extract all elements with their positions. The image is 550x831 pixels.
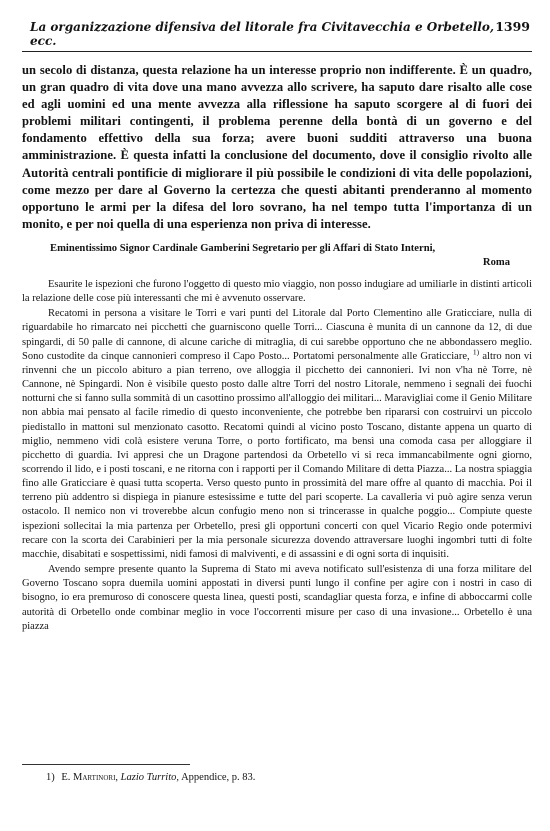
document-text: Recatomi in persona a visitare le Torri e vari punti del Litorale dal Porto Clementino alle Graticciare, nulla di riguardabile ho rimarcato nei picchetti che guarniscono quelle Torri... Ciascuna è munita di un cannone da 12, di due spingardi, di 50 palle di cannone, di alcune cariche di mitraglia, di cui sarebbe opportuno che ne abbondassero meglio. Sono custodite da cinque cannonieri compreso il Capo Posto... Portatomi personalmente alle Graticciare, [22,308,532,362]
footnote-rest: Appendice, p. 83. [181,772,256,783]
running-title: La organizzazione difensiva del litorale fra Civitavecchia e Orbetello, ecc. [30,20,495,48]
quoted-document [22,278,532,634]
address-place: Roma [482,256,510,268]
footnote-divider [22,764,190,765]
footnote-author: E. Martinori, [61,772,119,783]
footnote-label: 1) [46,772,55,783]
footnote [46,771,255,785]
letter-address [22,242,532,270]
document-paragraph: Avendo sempre presente quanto la Suprema di Stato mi aveva notificato sull'esistenza di una forza militare del Governo Toscano sopra duemila uomini appostati in diversi punti lungo il confine per agire con i nostri in caso di bisogno, io era premuroso di conoscere questa linea, questi posti, scandagliar questa forza, e infine di abboccarmi colle autorità di Orbetello onde combinar meglio in voce l'occorrenti misure per caso di una invasione... Orbetello è una piazza [22,564,532,632]
main-paragraph: un secolo di distanza, questa relazione ha un interesse proprio non indifferente. È un quadro, un gran quadro di vita dove una mano avvezza allo scrivere, ha saputo dare risalto alle cose ed agli uomini ed una mente avvezza alla riflessione ha saputo scorgere al di fuori dei problemi militari contingenti, il problema perenne della bontà di un governo e del fondamento effettivo della sua forza; avere buoni sudditi attraverso una buona amministrazione. È questa infatti la conclusione del documento, dove il consiglio rivolto alle Autorità centrali pontificie di migliorare il più possibile le condizioni di vita delle popolazioni, come mezzo per dare al Governo la certezza che questi abitanti prenderanno al momento opportuno le armi per la difesa del loro sovrano, ha nel tempo tutta l'importanza di un monito, e per noi quella di una esperienza non priva di interesse. [22,63,532,231]
page-number: 1399 [495,19,530,34]
page [22,20,532,634]
address-line: Eminentissimo Signor Cardinale Gamberini Segretario per gli Affari di Stato Interni, [50,242,436,254]
footnote-title: Lazio Turrito, [120,772,180,783]
main-text [22,62,532,233]
document-paragraph: Esaurite le ispezioni che furono l'oggetto di questo mio viaggio, non posso indugiare ad umiliarle in distinti articoli la relazione delle cose più interessanti che mi è avvenuto osservare. [22,278,532,305]
footnote-reference: 1) [472,347,480,357]
document-paragraph [22,307,532,562]
document-text: altro non vi rinvenni che un piccolo abituro a pian terreno, ove alloggia il picchetto dei cannonieri. Ivi non v'ha nè Torre, nè Cannone, nè Spingardi. Non è visibile questo posto dalle altre Torri del nostro Litorale, nemmeno i segnali dei fuochi notturni che si fanno sulla sommità di un casottino prossimo all'alloggio dei militari... Maravigliai come il Genio Militare non abbia mai pensato al facile rimedio di questo inconveniente, che potrebbe ben ripararsi con costruirvi un piccolo piedistallo in mattoni sul menzionato casotto. Recatomi quindi al vicino posto Toscano, distante appena un quarto di miglio, nemmeno vidi colà esistere veruna Torre, o porto fortificato, ma bensì una comoda casa per alloggiare il picchetto di guardia. Ivi appresi che un Dragone partendosi da Orbetello vi si reca immancabilmente ogni giorno, scorrendo il lido, e i posti toscani, e ne ritorna con i rapporti per il Comando Militare di detta Piazza... La nostra spiaggia fino alle Graticciare è quasi tutta scoperta. Verso questo punto in prossimità del mare offre al quanto di macchia. Poi il terreno più addentro si dispiega in pianure estesissime e tutte del pari scoperte. La cavalleria vi può agire senza verun ostacolo. Il nemico non vi troverebbe alcun confugio meno non si trincerasse in qualche poggio... Compiute queste ispezioni sollecitai la mia partenza per Orbetello, presi gli opportuni concerti con quel Vicario Regio onde potermivi recare con la scorta dei Carabinieri per la mia personale sicurezza dovendo attraversare luoghi ingombri tutti di folte macchie, disabitati e sospettissimi, nidi famosi di malviventi, e di assassini e di ogni sorta di inquisiti. [22,350,532,560]
running-header [22,20,532,52]
